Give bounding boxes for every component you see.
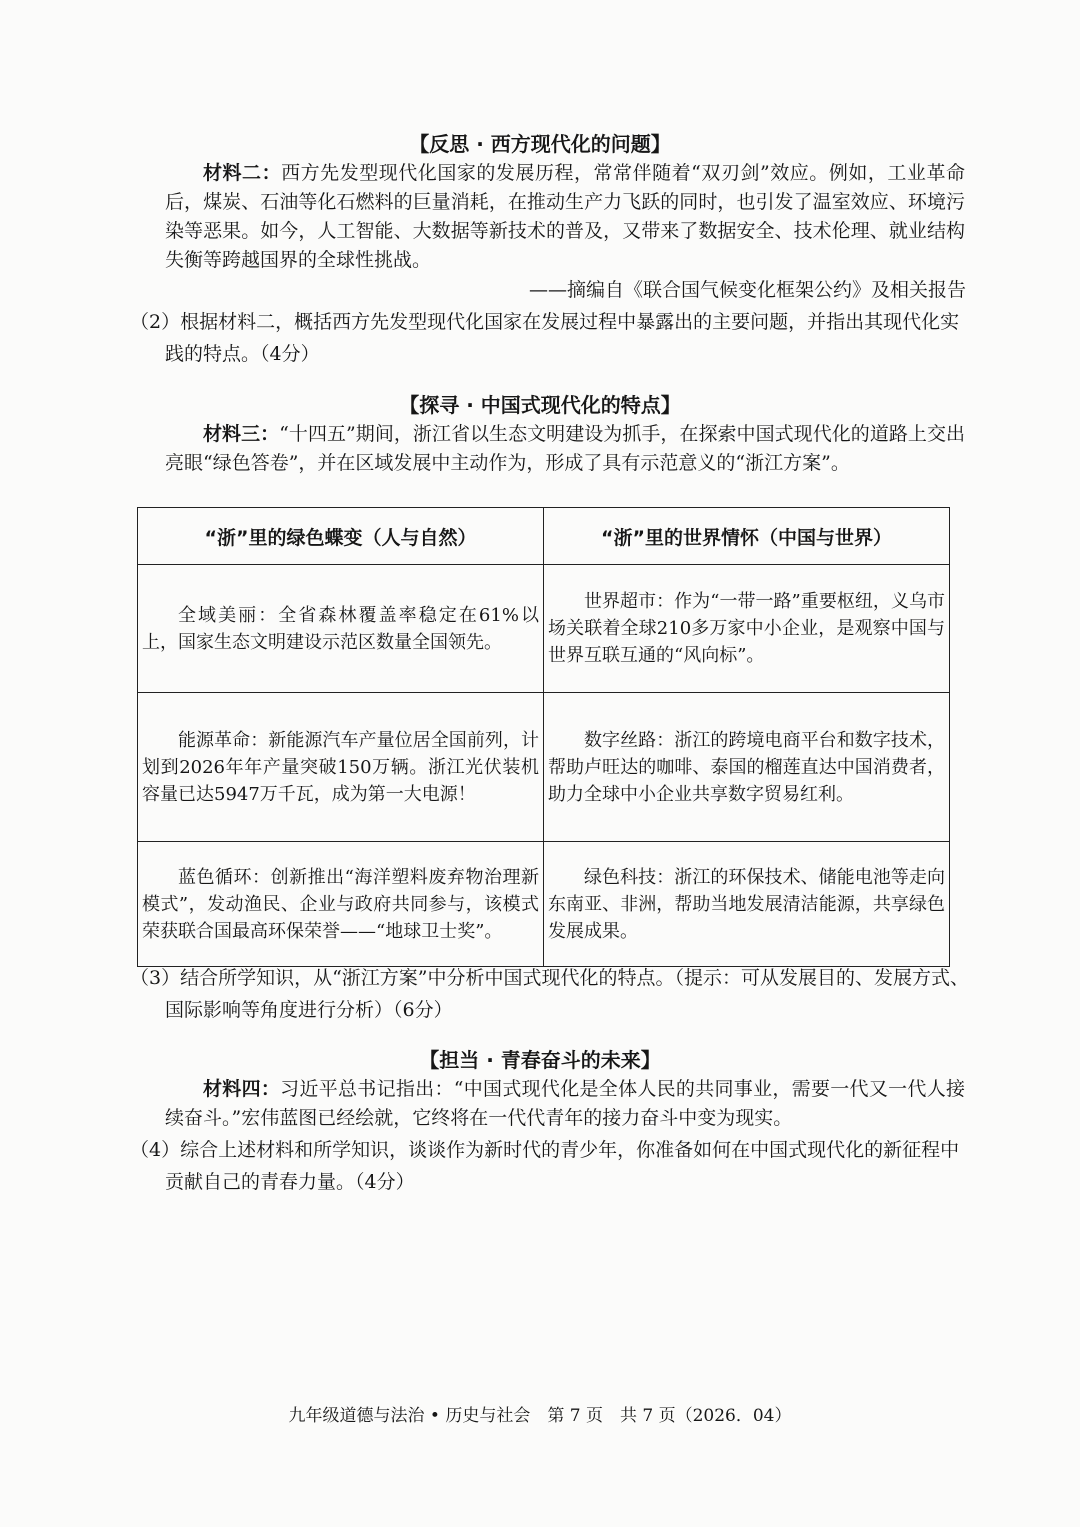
material-text: 习近平总书记指出：“中国式现代化是全体人民的共同事业，需要一代又一代人接续奋斗。”宏伟蓝图已经绘就，它终将在一代代青年的接力奋斗中变为现实。: [165, 1078, 965, 1129]
material-label: 材料三：: [203, 423, 280, 445]
material-text: 西方先发型现代化国家的发展历程，常常伴随着“双刃剑”效应。例如，工业革命后，煤炭、石油等化石燃料的巨量消耗，在推动生产力飞跃的同时，也引发了温室效应、环境污染等恶果。如今，人工智能、大数据等新技术的普及，又带来了数据安全、技术伦理、就业结构失衡等跨越国界的全球性挑战。: [165, 162, 965, 271]
table-cell: 全域美丽：全省森林覆盖率稳定在61%以上，国家生态文明建设示范区数量全国领先。: [138, 565, 544, 693]
question-2: （2）根据材料二，概括西方先发型现代化国家在发展过程中暴露出的主要问题，并指出其现代化实践的特点。（4分）: [130, 311, 960, 365]
table-cell: 世界超市：作为“一带一路”重要枢纽，义乌市场关联着全球210多万家中小企业，是观察中国与世界互联互通的“风向标”。: [544, 565, 950, 693]
table-cell: 蓝色循环：创新推出“海洋塑料废弃物治理新模式”，发动渔民、企业与政府共同参与，该模式荣获联合国最高环保荣誉——“地球卫士奖”。: [138, 842, 544, 967]
table-row: [138, 565, 950, 693]
section-title-reflection: 【反思 · 西方现代化的问题】: [409, 132, 671, 156]
table-header-row: [138, 508, 950, 565]
page-footer: 九年级道德与法治 • 历史与社会 第 7 页 共 7 页（2026．04）: [288, 1406, 792, 1426]
question-4: （4）综合上述材料和所学知识，谈谈作为新时代的青少年，你准备如何在中国式现代化的新征程中贡献自己的青春力量。（4分）: [130, 1139, 960, 1193]
material-label: 材料四：: [203, 1078, 281, 1100]
material-source: ——摘编自《联合国气候变化框架公约》及相关报告: [528, 279, 966, 301]
zhejiang-table: [137, 507, 950, 967]
material-four: [165, 1075, 965, 1133]
table-row: [138, 693, 950, 842]
material-three: [165, 420, 965, 478]
question-3: （3）结合所学知识，从“浙江方案”中分析中国式现代化的特点。（提示：可从发展目的、发展方式、国际影响等角度进行分析）（6分）: [130, 967, 970, 1021]
table-row: [138, 842, 950, 967]
table-cell: 数字丝路：浙江的跨境电商平台和数字技术，帮助卢旺达的咖啡、泰国的榴莲直达中国消费者，助力全球中小企业共享数字贸易红利。: [544, 693, 950, 842]
material-text: “十四五”期间，浙江省以生态文明建设为抓手，在探索中国式现代化的道路上交出亮眼“绿色答卷”，并在区域发展中主动作为，形成了具有示范意义的“浙江方案”。: [165, 423, 965, 474]
material-two: [165, 159, 965, 275]
table-header: “浙”里的绿色蝶变（人与自然）: [138, 508, 544, 565]
section-title-explore: 【探寻 · 中国式现代化的特点】: [399, 393, 681, 417]
section-title-responsibility: 【担当 · 青春奋斗的未来】: [419, 1048, 661, 1072]
table-cell: 能源革命：新能源汽车产量位居全国前列，计划到2026年年产量突破150万辆。浙江光伏装机容量已达5947万千瓦，成为第一大电源！: [138, 693, 544, 842]
material-label: 材料二：: [203, 162, 282, 184]
table-header: “浙”里的世界情怀（中国与世界）: [544, 508, 950, 565]
table-cell: 绿色科技：浙江的环保技术、储能电池等走向东南亚、非洲，帮助当地发展清洁能源，共享绿色发展成果。: [544, 842, 950, 967]
